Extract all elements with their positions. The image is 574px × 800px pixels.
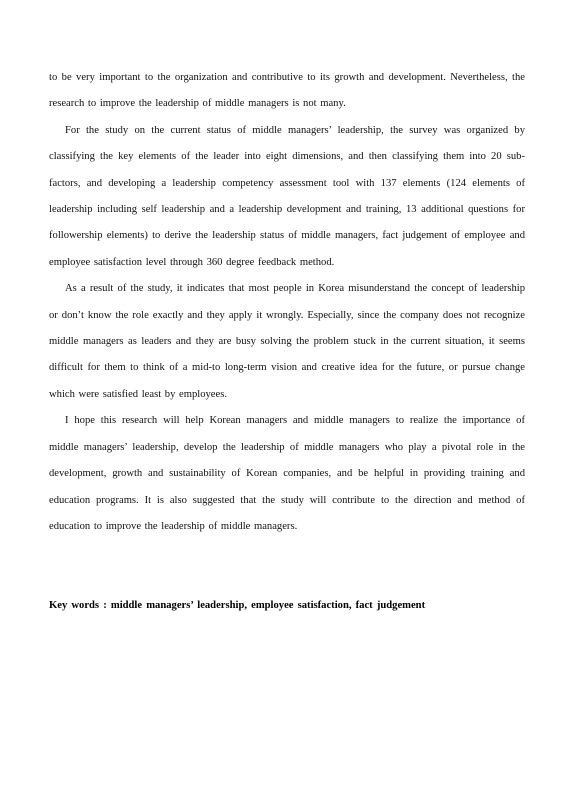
- abstract-body: [49, 65, 525, 540]
- paragraph-study-method: For the study on the current status of middle managers’ leadership, the survey was organized by classifying the key elements of the leader into eight dimensions, and then classifying them into 20 sub-factors, and developing a leadership competency assessment tool with 137 elements (124 elements of leadership including self leadership and a leadership development and training, 13 additional questions for followership elements) to derive the leadership status of middle managers, fact judgement of employee and employee satisfaction level through 360 degree feedback method.: [49, 124, 525, 268]
- keywords-line: Key words : middle managers’ leadership, employee satisfaction, fact judgement: [49, 600, 426, 611]
- paragraph-study-result: As a result of the study, it indicates that most people in Korea misunderstand the concept of leadership or don’t know the role exactly and they apply it wrongly. Especially, since the company does not recognize middle managers as leaders and they are busy solving the problem stuck in the current situation, it seems difficult for them to think of a mid-to long-term vision and creative idea for the future, or pursue change which were satisfied least by employees.: [49, 283, 525, 400]
- paragraph-continuation: to be very important to the organization and contributive to its growth and development. Nevertheless, the research to improve the leadership of middle managers is not many.: [49, 72, 525, 110]
- paragraph-conclusion: I hope this research will help Korean managers and middle managers to realize the importance of middle managers’ leadership, develop the leadership of middle managers who play a pivotal role in the development, growth and sustainability of Korean companies, and be helpful in providing training and education programs. It is also suggested that the study will contribute to the direction and method of education to improve the leadership of middle managers.: [49, 415, 525, 532]
